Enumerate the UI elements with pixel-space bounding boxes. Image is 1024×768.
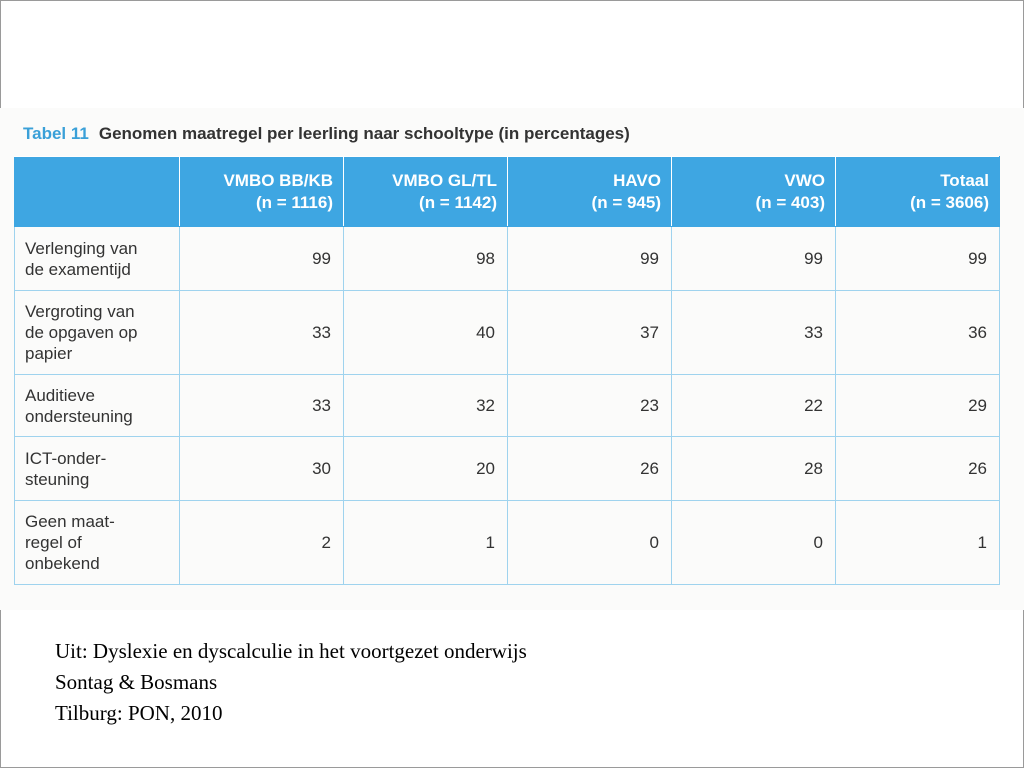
table-cell: 32 xyxy=(344,375,508,437)
row-label-line: ondersteuning xyxy=(25,406,133,426)
row-label xyxy=(15,375,180,437)
table-row xyxy=(15,501,1000,585)
header-name: HAVO xyxy=(613,170,661,190)
row-label-line: Geen maat- xyxy=(25,512,115,531)
source-line: Tilburg: PON, 2010 xyxy=(55,701,223,725)
table-cell: 40 xyxy=(344,291,508,375)
row-label xyxy=(15,291,180,375)
table-cell: 2 xyxy=(180,501,344,585)
table-cell: 26 xyxy=(508,437,672,501)
table-title-text: Genomen maatregel per leerling naar schooltype (in percentages) xyxy=(98,124,630,143)
table-row xyxy=(15,375,1000,437)
header-n: (n = 1142) xyxy=(419,192,497,212)
table-cell: 37 xyxy=(508,291,672,375)
header-cell xyxy=(672,157,836,227)
header-name: Totaal xyxy=(940,170,989,190)
table-row xyxy=(15,291,1000,375)
table-cell: 99 xyxy=(672,227,836,291)
header-row xyxy=(15,157,1000,227)
row-label-line: Auditieve xyxy=(25,385,95,405)
table-cell: 30 xyxy=(180,437,344,501)
header-name: VMBO BB/KB xyxy=(223,170,333,190)
header-n: (n = 3606) xyxy=(910,192,989,212)
row-label-line: de opgaven op xyxy=(25,323,138,342)
table-cell: 28 xyxy=(672,437,836,501)
row-label-line: steuning xyxy=(25,469,90,489)
header-cell xyxy=(180,157,344,227)
table-cell: 1 xyxy=(836,501,1000,585)
table-row xyxy=(15,437,1000,501)
row-label-line: ICT-onder- xyxy=(25,448,107,468)
table-cell: 36 xyxy=(836,291,1000,375)
row-label-line: papier xyxy=(25,344,73,363)
header-n: (n = 1116) xyxy=(255,192,333,212)
header-cell xyxy=(508,157,672,227)
table-cell: 23 xyxy=(508,375,672,437)
table-cell: 98 xyxy=(344,227,508,291)
row-label xyxy=(15,437,180,501)
table-cell: 20 xyxy=(344,437,508,501)
row-label xyxy=(15,501,180,585)
table-label: Tabel 11 xyxy=(23,124,89,143)
row-label-line: regel of xyxy=(25,533,82,552)
table-cell: 0 xyxy=(508,501,672,585)
table-cell: 22 xyxy=(672,375,836,437)
header-name: VMBO GL/TL xyxy=(392,170,497,190)
row-label xyxy=(15,227,180,291)
data-table xyxy=(14,156,1000,585)
source-line: Uit: Dyslexie en dyscalculie in het voortgezet onderwijs xyxy=(55,639,527,663)
row-label-line: de examentijd xyxy=(25,259,131,279)
header-cell xyxy=(836,157,1000,227)
row-label-line: onbekend xyxy=(25,554,100,573)
header-n: (n = 403) xyxy=(755,192,825,212)
table-cell: 33 xyxy=(180,291,344,375)
header-n: (n = 945) xyxy=(591,192,661,212)
source-citation xyxy=(55,636,527,729)
table-cell: 0 xyxy=(672,501,836,585)
table-cell: 99 xyxy=(508,227,672,291)
header-name: VWO xyxy=(784,170,825,190)
row-label-line: Verlenging van xyxy=(25,238,138,258)
row-label-line: Vergroting van xyxy=(25,302,135,321)
table-cell: 99 xyxy=(836,227,1000,291)
header-empty-cell xyxy=(15,157,180,227)
table-cell: 26 xyxy=(836,437,1000,501)
source-line: Sontag & Bosmans xyxy=(55,670,218,694)
table-cell: 29 xyxy=(836,375,1000,437)
table-cell: 1 xyxy=(344,501,508,585)
table-row xyxy=(15,227,1000,291)
table-title xyxy=(23,124,630,144)
header-cell xyxy=(344,157,508,227)
table-cell: 33 xyxy=(672,291,836,375)
table-cell: 99 xyxy=(180,227,344,291)
table-cell: 33 xyxy=(180,375,344,437)
